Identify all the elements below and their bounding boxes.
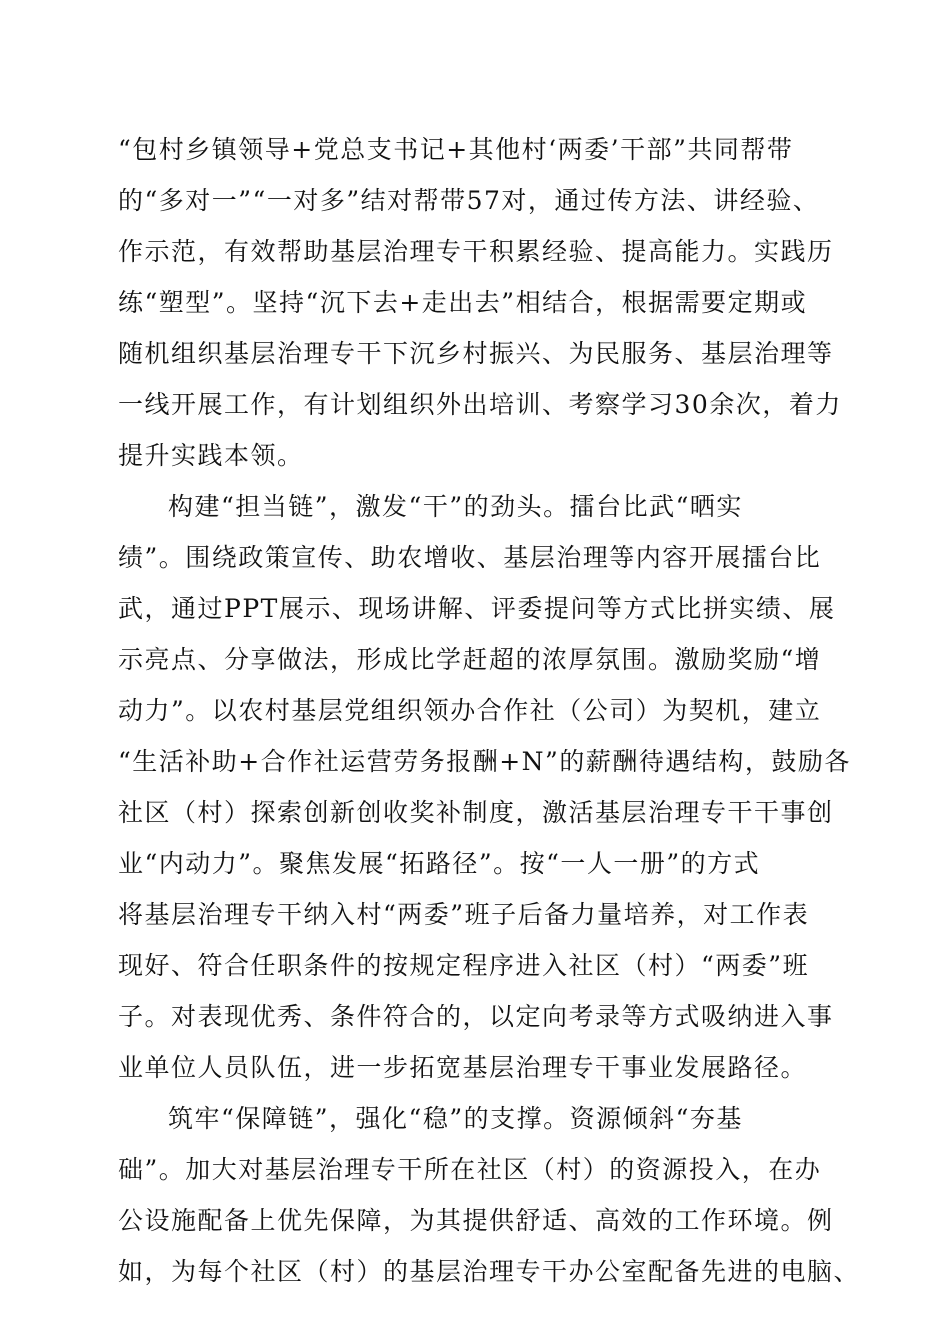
text-line: 随机组织基层治理专干下沉乡村振兴、为民服务、基层治理等	[118, 339, 834, 368]
text-line: 子。对表现优秀、条件符合的，以定向考录等方式吸纳进入事	[118, 1002, 834, 1031]
text-line: 的“多对一”“一对多”结对帮带57对，通过传方法、讲经验、	[118, 186, 820, 215]
paragraph-start-line: 构建“担当链”，激发“干”的劲头。擂台比武“晒实	[168, 492, 743, 521]
text-line: 将基层治理专干纳入村“两委”班子后备力量培养，对工作表	[118, 900, 810, 929]
text-line: 示亮点、分享做法，形成比学赶超的浓厚氛围。激励奖励“增	[118, 645, 822, 674]
text-line: 公设施配备上优先保障，为其提供舒适、高效的工作环境。例	[118, 1206, 834, 1235]
text-line: 作示范，有效帮助基层治理专干积累经验、提高能力。实践历	[118, 237, 834, 266]
text-line: 练“塑型”。坚持“沉下去+走出去”相结合，根据需要定期或	[118, 288, 808, 317]
text-line: 一线开展工作，有计划组织外出培训、考察学习30余次，着力	[118, 390, 842, 419]
text-line: “生活补助+合作社运营劳务报酬+N”的薪酬待遇结构，鼓励各	[118, 747, 851, 776]
text-line: 武，通过PPT展示、现场讲解、评委提问等方式比拼实绩、展	[118, 594, 836, 623]
text-line: 业单位人员队伍，进一步拓宽基层治理专干事业发展路径。	[118, 1053, 808, 1082]
text-line: 如，为每个社区（村）的基层治理专干办公室配备先进的电脑、	[118, 1257, 861, 1286]
text-line: 社区（村）探索创新创收奖补制度，激活基层治理专干干事创	[118, 798, 834, 827]
text-line: 动力”。以农村基层党组织领办合作社（公司）为契机，建立	[118, 696, 822, 725]
text-line: 绩”。围绕政策宣传、助农增收、基层治理等内容开展擂台比	[118, 543, 822, 572]
paragraph-start-line: 筑牢“保障链”，强化“稳”的支撑。资源倾斜“夯基	[168, 1104, 743, 1133]
text-line: 础”。加大对基层治理专干所在社区（村）的资源投入，在办	[118, 1155, 822, 1184]
text-line: 业“内动力”。聚焦发展“拓路径”。按“一人一册”的方式	[118, 849, 761, 878]
text-line: 提升实践本领。	[118, 441, 304, 470]
text-line: 现好、符合任职条件的按规定程序进入社区（村）“两委”班	[118, 951, 810, 980]
body-text	[118, 124, 861, 1297]
text-line: “包村乡镇领导+党总支书记+其他村‘两委’干部”共同帮带	[118, 135, 794, 164]
